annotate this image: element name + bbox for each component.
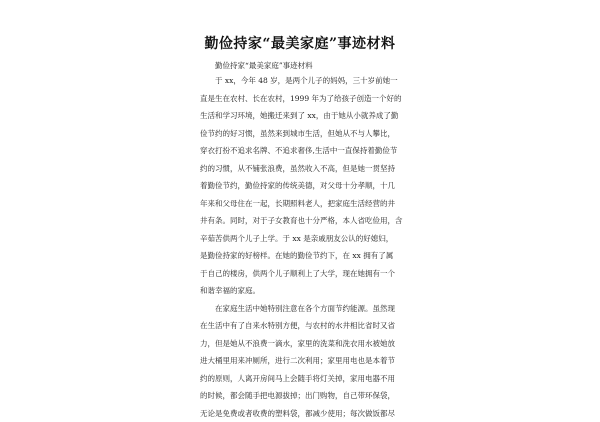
paragraph-line: 于 xx，今年 48 岁，是两个儿子的妈妈，三十岁前她一 [200, 72, 404, 90]
paragraph [200, 300, 404, 422]
paragraph [200, 72, 404, 300]
paragraph-line: 和谐幸福的家庭。 [200, 282, 404, 300]
paragraph-line: 年来和父母住在一起，长期照料老人，把家庭生活经营的井 [200, 195, 404, 213]
paragraph-line: 无论是免费或者收费的塑料袋，都减少使用；每次做饭都尽 [200, 405, 404, 422]
paragraph-line: 约的习惯，从不铺张浪费，虽然收入不高，但是她一贯坚持 [200, 160, 404, 178]
paragraph-line: 在家庭生活中她特别注意在各个方面节约能源。虽然现 [200, 300, 404, 318]
paragraph-line: 辛茹苦供两个儿子上学。于 xx 是亲戚朋友公认的好媳妇， [200, 230, 404, 248]
paragraph-line: 约的原则，人离开房间马上会随手将灯关掉，家用电器不用 [200, 370, 404, 388]
document-subtitle: 勤俭持家“最美家庭”事迹材料 [200, 60, 404, 71]
paragraph-line: 力，但是她从不浪费一滴水，家里的洗菜和洗衣用水被她放 [200, 335, 404, 353]
paragraph-line: 直是生在农村、长在农村，1999 年为了给孩子创造一个好的 [200, 90, 404, 108]
paragraph-line: 在生活中有了自来水特别方便，与农村的水井相比省时又省 [200, 317, 404, 335]
paragraph-line: 井有条。同时，对于子女教育也十分严格，本人省吃俭用，含 [200, 212, 404, 230]
paragraph-line: 生活和学习环境，她搬迁来到了 xx，由于她从小就养成了勤 [200, 107, 404, 125]
document-title: 勤俭持家“最美家庭”事迹材料 [150, 33, 450, 53]
paragraph-line: 穿衣打扮不追求名牌、不追求奢侈,生活中一直保持着勤俭节 [200, 142, 404, 160]
paragraph-line: 着勤俭节约，勤俭持家的传统美德，对父母十分孝顺，十几 [200, 177, 404, 195]
paragraph-line: 是勤俭持家的好榜样。在她的勤俭节约下，在 xx 拥有了属 [200, 247, 404, 265]
paragraph-line: 于自己的楼房，供两个儿子顺利上了大学，现在她拥有一个 [200, 265, 404, 283]
paragraph-line: 俭节约的好习惯，虽然来到城市生活，但她从不与人攀比， [200, 125, 404, 143]
document-body [200, 60, 404, 422]
paragraph-line: 进大桶里用来冲厕所，进行二次利用；家里用电也是本着节 [200, 352, 404, 370]
paragraph-line: 的时候，都会随手把电源拔掉；出门购物，自己带环保袋， [200, 387, 404, 405]
